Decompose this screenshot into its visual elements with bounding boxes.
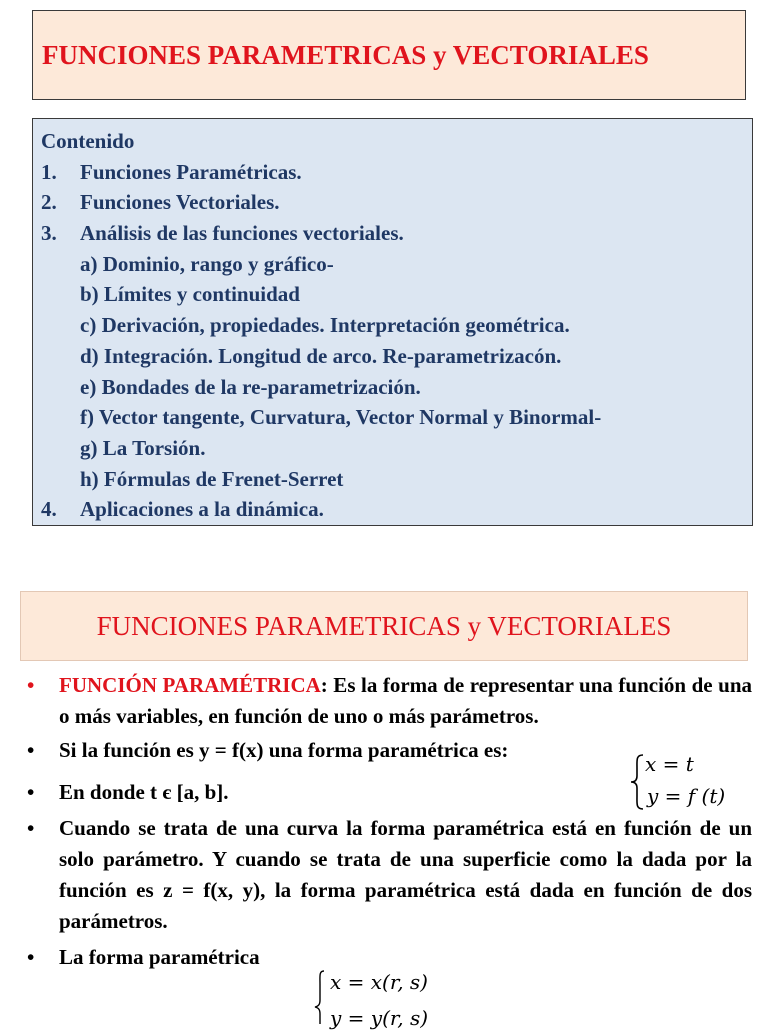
slide1-title-text: FUNCIONES PARAMETRICAS y VECTORIALES — [42, 39, 649, 70]
contents-item — [41, 218, 752, 249]
brace-icon — [312, 966, 328, 1026]
item-number: 4. — [41, 497, 57, 522]
equation-line: y = f (t) — [647, 784, 726, 808]
bullet-text: Si la función es y = f(x) una forma paramétrica es: — [59, 738, 509, 762]
slide2-title-text: FUNCIONES PARAMETRICAS y VECTORIALES — [96, 610, 672, 641]
item-text: Funciones Vectoriales. — [80, 190, 280, 215]
contents-subitem: a) Dominio, rango y gráfico- — [80, 251, 334, 276]
equation-line: x = x(r, s) — [330, 970, 428, 994]
bullet-text: La forma paramétrica — [59, 945, 260, 969]
bullet-text: En donde t є [a, b]. — [59, 780, 229, 804]
bullet-item — [27, 813, 752, 937]
bullet-marker: • — [27, 816, 35, 840]
parametric-equation — [312, 966, 452, 1030]
contents-heading: Contenido — [41, 129, 135, 153]
item-number: 2. — [41, 190, 57, 215]
item-number: 1. — [41, 159, 57, 184]
item-number: 3. — [41, 221, 57, 246]
bullet-list — [27, 670, 752, 973]
bullet-marker: • — [27, 738, 35, 762]
definition-term: FUNCIÓN PARAMÉTRICA — [59, 673, 321, 697]
contents-item — [41, 187, 752, 218]
slide1-title — [32, 10, 746, 100]
contents-subitem: d) Integración. Longitud de arco. Re-parametrizacón. — [80, 343, 562, 368]
bullet-marker: • — [27, 945, 35, 969]
item-text: Funciones Paramétricas. — [80, 159, 302, 184]
contents-subitem: g) La Torsión. — [80, 435, 206, 460]
contents-subitem: b) Límites y continuidad — [80, 282, 300, 307]
contents-subitem: h) Fórmulas de Frenet-Serret — [80, 466, 344, 491]
equation-line: x = t — [645, 752, 694, 776]
contents-item — [41, 494, 752, 525]
bullet-marker: • — [27, 673, 35, 697]
bullet-text: Cuando se trata de una curva la forma paramétrica está en función de un solo parámetro. Y cuando se trata de una superficie como la dada por la función es z = f(x, y), la forma paramétrica está dada en función de dos parámetros. — [59, 816, 752, 933]
equation-line: y = y(r, s) — [330, 1006, 429, 1030]
contents-subitem: e) Bondades de la re-parametrización. — [80, 374, 421, 399]
brace-icon — [627, 752, 647, 812]
bullet-marker: • — [27, 780, 35, 804]
parametric-equation — [627, 752, 757, 812]
item-text: Aplicaciones a la dinámica. — [80, 497, 324, 522]
slide2-title — [20, 591, 748, 661]
item-text: Análisis de las funciones vectoriales. — [80, 221, 404, 246]
contents-subitem: c) Derivación, propiedades. Interpretación geométrica. — [80, 313, 570, 338]
contents-box — [32, 118, 753, 526]
contents-item — [41, 157, 752, 188]
definition-text: : Es la forma de representar una función de una o más variables, en función de uno o más parámetros. — [59, 673, 753, 728]
bullet-item — [27, 670, 752, 732]
contents-subitem: f) Vector tangente, Curvatura, Vector Normal y Binormal- — [80, 405, 602, 430]
